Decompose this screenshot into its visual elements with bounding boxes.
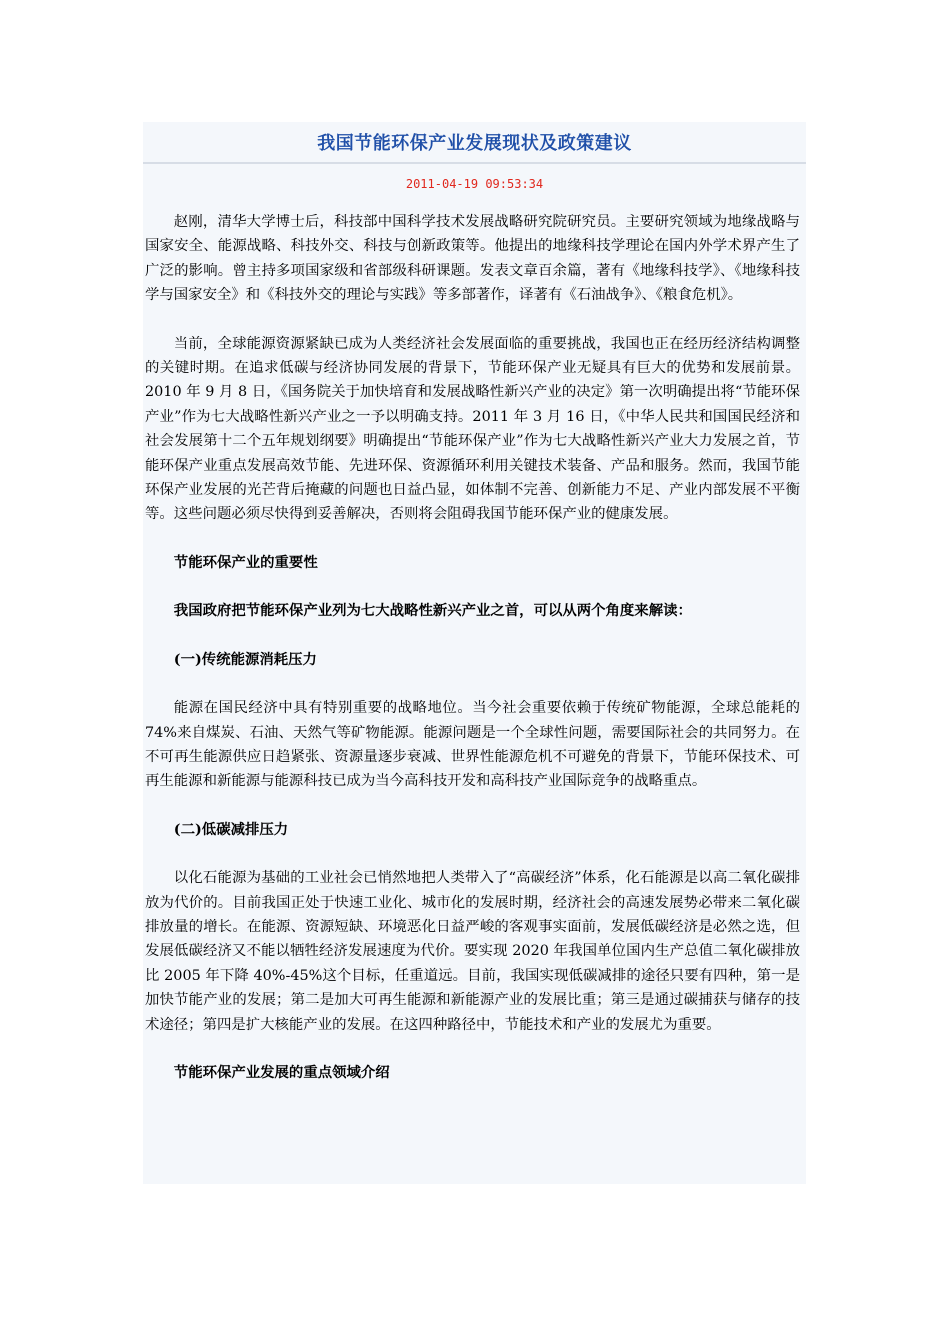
article-title: 我国节能环保产业发展现状及政策建议 bbox=[317, 133, 632, 154]
article-body bbox=[143, 210, 806, 1085]
paragraph-carbon: 以化石能源为基础的工业社会已悄然地把人类带入了“高碳经济”体系，化石能源是以高二氧化碳排放为代价的。目前我国正处于快速工业化、城市化的发展时期，经济社会的高速发展势必带来二氧化碳排放量的增长。在能源、资源短缺、环境恶化日益严峻的客观事实面前，发展低碳经济是必然之选，但发展低碳经济又不能以牺牲经济发展速度为代价。要实现 2020 年我国单位国内生产总值二氧化碳排放比 2005 年下降 40%-45%这个目标，任重道远。目前，我国实现低碳减排的途径只要有四种，第一是加快节能产业的发展；第二是加大可再生能源和新能源产业的发展比重；第三是通过碳捕获与储存的技术途径；第四是扩大核能产业的发展。在这四种路径中，节能技术和产业的发展尤为重要。 bbox=[145, 870, 800, 1033]
article-panel bbox=[143, 122, 806, 1184]
publish-date: 2011-04-19 09:53:34 bbox=[405, 177, 544, 191]
section-heading-importance: 节能环保产业的重要性 bbox=[173, 553, 318, 571]
subheading-carbon-pressure: (二)低碳减排压力 bbox=[173, 820, 289, 838]
subheading-energy-pressure: (一)传统能源消耗压力 bbox=[173, 650, 317, 668]
paragraph-author-bio: 赵刚，清华大学博士后，科技部中国科学技术发展战略研究院研究员。主要研究领域为地缘战略与国家安全、能源战略、科技外交、科技与创新政策等。他提出的地缘科技学理论在国内外学术界产生了广泛的影响。曾主持多项国家级和省部级科研课题。发表文章百余篇，著有《地缘科技学》、《地缘科技学与国家安全》和《科技外交的理论与实践》等多部著作，译著有《石油战争》、《粮食危机》。 bbox=[145, 214, 800, 304]
title-bar bbox=[143, 122, 806, 164]
paragraph-energy: 能源在国民经济中具有特别重要的战略地位。当今社会重要依赖于传统矿物能源，全球总能耗的 74%来自煤炭、石油、天然气等矿物能源。能源问题是一个全球性问题，需要国际社会的共同努力。在不可再生能源供应日趋紧张、资源量逐步衰减、世界性能源危机不可避免的背景下，节能环保技术、可再生能源和新能源与能源科技已成为当今高科技开发和高科技产业国际竞争的战略重点。 bbox=[145, 700, 800, 790]
paragraph-intro: 当前，全球能源资源紧缺已成为人类经济社会发展面临的重要挑战，我国也正在经历经济结构调整的关键时期。在追求低碳与经济协同发展的背景下，节能环保产业无疑具有巨大的优势和发展前景。2010 年 9 月 8 日，《国务院关于加快培育和发展战略性新兴产业的决定》第一次明确提出将“节能环保产业”作为七大战略性新兴产业之一予以明确支持。2011 年 3 月 16 日，《中华人民共和国国民经济和社会发展第十二个五年规划纲要》明确提出“节能环保产业”作为七大战略性新兴产业大力发展之首，节能环保产业重点发展高效节能、先进环保、资源循环利用关键技术装备、产品和服务。然而，我国节能环保产业发展的光芒背后掩藏的问题也日益凸显，如体制不完善、创新能力不足、产业内部发展不平衡等。这些问题必须尽快得到妥善解决，否则将会阻碍我国节能环保产业的健康发展。 bbox=[145, 335, 800, 523]
bold-paragraph-two-angles: 我国政府把节能环保产业列为七大战略性新兴产业之首，可以从两个角度来解读： bbox=[173, 602, 692, 620]
section-heading-key-areas: 节能环保产业发展的重点领域介绍 bbox=[173, 1063, 390, 1081]
